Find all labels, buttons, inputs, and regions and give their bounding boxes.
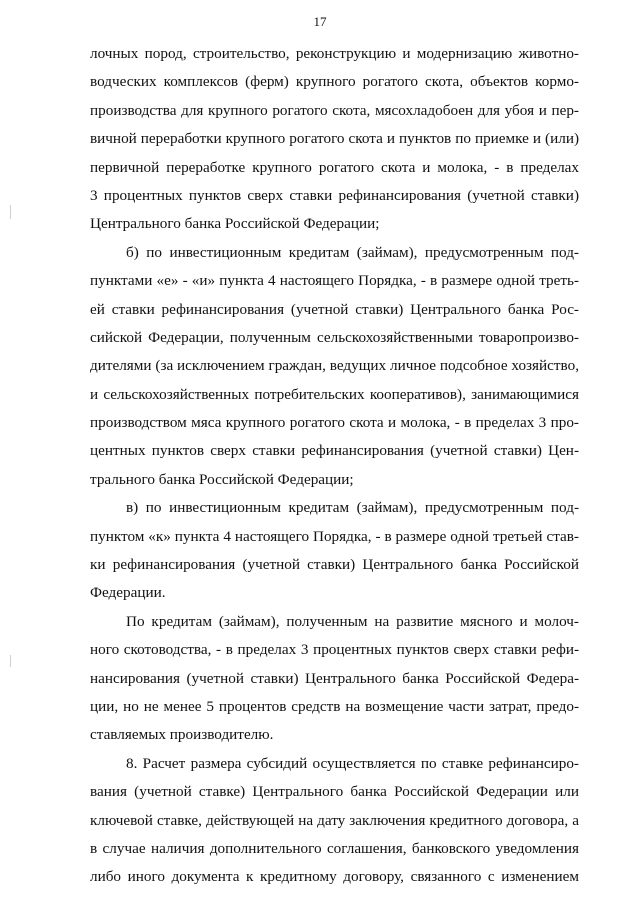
text-line: вичной переработки крупного рогатого скота и пунктов по приемке и (или) <box>90 130 579 148</box>
text-line: ключевой ставке, действующей на дату заключения кредитного договора, а <box>90 811 579 829</box>
text-line: лочных пород, строительство, реконструкцию и модернизацию животно- <box>90 45 579 62</box>
text-line: вания (учетной ставке) Центрального банка Российской Федерации или <box>90 783 579 801</box>
text-line: 8. Расчет размера субсидий осуществляется по ставке рефинансиро- <box>126 754 579 772</box>
text-line: пунктами «е» - «и» пункта 4 настоящего Порядка, - в размере одной треть- <box>90 272 579 290</box>
text-line: ки рефинансирования (учетной ставки) Центрального банка Российской <box>90 556 579 574</box>
text-line: дителями (за исключением граждан, ведущих личное подсобное хозяйство, <box>90 357 579 375</box>
text-line: сийской Федерации, полученным сельскохозяйственными товаропроизво- <box>90 328 579 346</box>
text-line: в) по инвестиционным кредитам (займам), предусмотренным под- <box>126 499 579 517</box>
text-line: Центрального банка Российской Федерации; <box>90 215 380 233</box>
text-line: либо иного документа к кредитному договору, связанного с изменением <box>90 868 579 886</box>
text-line: и сельскохозяйственных потребительских кооперативов), занимающимися <box>90 385 579 403</box>
text-line: ного скотоводства, - в пределах 3 процентных пунктов сверх ставки рефи- <box>90 641 579 659</box>
text-line: в случае наличия дополнительного соглашения, банковского уведомления <box>90 839 579 857</box>
text-line: трального банка Российской Федерации; <box>90 470 354 488</box>
text-line: водческих комплексов (ферм) крупного рогатого скота, объектов кормо- <box>90 73 579 91</box>
text-line: нансирования (учетной ставки) Центрального банка Российской Федера- <box>90 669 579 687</box>
text-line: ей ставки рефинансирования (учетной ставки) Центрального банка Рос- <box>90 300 579 318</box>
text-line: ции, но не менее 5 процентов средств на возмещение части затрат, предо- <box>90 697 579 715</box>
text-line: По кредитам (займам), полученным на развитие мясного и молоч- <box>126 612 579 630</box>
text-line: первичной переработке крупного рогатого скота и молока, - в пределах <box>90 158 579 176</box>
text-line: Федерации. <box>90 584 166 602</box>
text-line: б) по инвестиционным кредитам (займам), предусмотренным под- <box>126 243 579 261</box>
document-body <box>90 40 579 892</box>
text-line: пунктом «к» пункта 4 настоящего Порядка, - в размере одной третьей став- <box>90 527 579 545</box>
page-number: 17 <box>313 14 327 29</box>
scan-margin-mark <box>10 655 11 667</box>
text-line: производства для крупного рогатого скота, мясохладобоен для убоя и пер- <box>90 101 579 119</box>
text-line: производством мяса крупного рогатого скота и молока, - в пределах 3 про- <box>90 414 579 432</box>
text-line: ставляемых производителю. <box>90 726 274 744</box>
scan-margin-mark <box>10 205 11 219</box>
text-line: центных пунктов сверх ставки рефинансирования (учетной ставки) Цен- <box>90 442 579 460</box>
text-line: 3 процентных пунктов сверх ставки рефинансирования (учетной ставки) <box>90 186 579 204</box>
